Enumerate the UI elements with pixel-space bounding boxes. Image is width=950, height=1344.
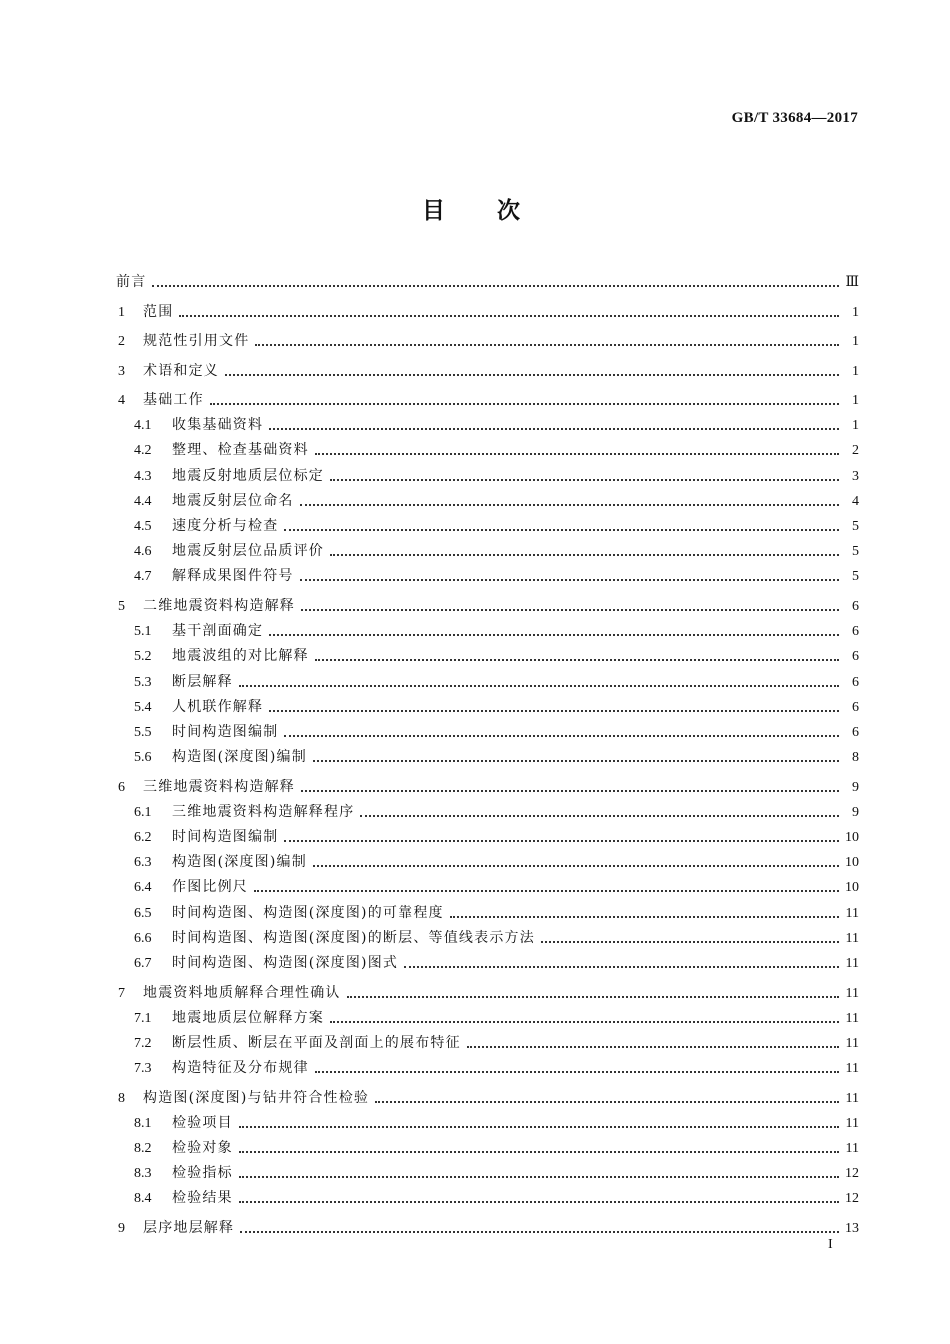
toc-entry[interactable]	[116, 1161, 859, 1186]
toc-entry-number: 4.1	[134, 418, 152, 434]
toc-dot-leader	[313, 644, 841, 669]
toc-entry[interactable]	[116, 1136, 859, 1161]
toc-entry[interactable]	[116, 270, 859, 295]
toc-entry-page: 1	[852, 363, 859, 379]
toc-entry-label: 构造图(深度图)编制	[172, 854, 307, 871]
toc-entry-label: 规范性引用文件	[143, 333, 250, 349]
toc-entry[interactable]	[116, 464, 859, 489]
toc-entry-label: 解释成果图件符号	[172, 568, 294, 585]
toc-entry-number: 7.1	[134, 1010, 152, 1026]
toc-entry-number: 8.2	[134, 1141, 152, 1156]
toc-entry-page: 11	[845, 985, 859, 1001]
toc-entry-label: 构造特征及分布规律	[172, 1060, 309, 1077]
toc-entry-label: 时间构造图、构造图(深度图)的可靠程度	[172, 904, 444, 921]
toc-entry-number: 4.3	[134, 468, 152, 484]
toc-entry-number: 4.2	[134, 443, 152, 459]
toc-entry-label: 三维地震资料构造解释	[143, 778, 295, 795]
toc-dot-leader	[313, 1056, 841, 1081]
toc-entry-number: 6.4	[134, 880, 152, 896]
toc-entry-number: 6.7	[134, 956, 152, 971]
toc-entry-page: 8	[852, 750, 859, 766]
toc-entry-label: 收集基础资料	[172, 417, 264, 434]
toc-entry[interactable]	[116, 1086, 859, 1111]
toc-dot-leader	[267, 695, 841, 720]
toc-entry-label: 断层性质、断层在平面及剖面上的展布特征	[172, 1034, 461, 1051]
toc-entry-page: 6	[852, 649, 859, 665]
toc-entry-label: 范围	[143, 303, 174, 320]
page-title: 目次	[422, 198, 572, 224]
toc-entry-label: 地震波组的对比解释	[172, 648, 309, 665]
toc-entry-label: 时间构造图编制	[172, 829, 279, 845]
toc-entry-number: 6.3	[134, 855, 152, 871]
toc-entry-number: 4.4	[134, 493, 152, 509]
toc-entry[interactable]	[116, 1216, 859, 1241]
toc-entry[interactable]	[116, 875, 859, 900]
toc-dot-leader	[237, 1136, 841, 1161]
toc-entry-number: 3	[118, 363, 125, 379]
toc-dot-leader	[237, 1111, 841, 1136]
toc-dot-leader	[237, 1161, 841, 1186]
toc-entry-page: 6	[852, 598, 859, 614]
toc-dot-leader	[345, 981, 841, 1006]
toc-entry-page: 5	[852, 569, 859, 585]
toc-entry[interactable]	[116, 720, 859, 745]
toc-entry-number: 5.6	[134, 750, 152, 766]
toc-entry-number: 4.5	[134, 519, 152, 534]
toc-dot-leader	[402, 951, 841, 976]
toc-dot-leader	[237, 1186, 841, 1211]
toc-entry-label: 地震资料地质解释合理性确认	[143, 984, 341, 1001]
toc-dot-leader	[253, 329, 841, 354]
toc-entry-page: 6	[852, 674, 859, 690]
toc-entry-label: 构造图(深度图)编制	[172, 749, 307, 766]
toc-entry-page: 10	[845, 830, 859, 845]
toc-dot-leader	[298, 564, 841, 589]
toc-entry-label: 地震反射地质层位标定	[172, 467, 324, 484]
toc-entry-number: 5.3	[134, 674, 152, 690]
toc-entry[interactable]	[116, 489, 859, 514]
toc-entry-number: 7	[118, 985, 125, 1001]
toc-entry[interactable]	[116, 644, 859, 669]
toc-entry-label: 基础工作	[143, 392, 204, 408]
toc-entry-label: 时间构造图、构造图(深度图)的断层、等值线表示方法	[172, 929, 535, 946]
toc-entry[interactable]	[116, 514, 859, 539]
toc-entry-page: 6	[852, 724, 859, 740]
toc-entry-label: 检验指标	[172, 1165, 233, 1182]
toc-dot-leader	[252, 875, 841, 900]
toc-dot-leader	[358, 800, 841, 825]
toc-entry[interactable]	[116, 1111, 859, 1136]
toc-entry-page: 11	[845, 1090, 859, 1106]
toc-entry-page: 5	[852, 519, 859, 534]
toc-entry[interactable]	[116, 775, 859, 800]
toc-dot-leader	[313, 438, 841, 463]
toc-entry-label: 层序地层解释	[143, 1219, 235, 1236]
toc-dot-leader	[267, 413, 841, 438]
toc-entry-label: 基干剖面确定	[172, 623, 264, 640]
toc-entry[interactable]	[116, 800, 859, 825]
toc-entry-label: 作图比例尺	[172, 879, 248, 896]
toc-entry-page: 11	[845, 1061, 859, 1077]
toc-entry[interactable]	[116, 438, 859, 463]
toc-entry-label: 检验对象	[172, 1140, 233, 1156]
toc-entry-page: 3	[852, 468, 859, 484]
toc-entry-page: 1	[852, 418, 859, 434]
toc-entry[interactable]	[116, 1186, 859, 1211]
toc-entry[interactable]	[116, 850, 859, 875]
toc-entry-number: 5	[118, 598, 125, 614]
toc-entry-page: 10	[845, 880, 859, 896]
toc-entry[interactable]	[116, 695, 859, 720]
toc-entry[interactable]	[116, 300, 859, 325]
toc-entry-label: 断层解释	[172, 673, 233, 690]
toc-entry[interactable]	[116, 329, 859, 354]
toc-entry-number: 8.1	[134, 1115, 152, 1131]
toc-dot-leader	[208, 388, 841, 413]
toc-dot-leader	[237, 670, 841, 695]
toc-entry[interactable]	[116, 951, 859, 976]
toc-entry[interactable]	[116, 564, 859, 589]
toc-entry-page: 1	[852, 304, 859, 320]
toc-entry[interactable]	[116, 594, 859, 619]
toc-entry-label: 检验结果	[172, 1190, 233, 1207]
toc-entry-label: 人机联作解释	[172, 698, 264, 715]
toc-dot-leader	[328, 1006, 841, 1031]
toc-entry-label: 地震地质层位解释方案	[172, 1009, 324, 1026]
toc-entry[interactable]	[116, 670, 859, 695]
toc-dot-leader	[373, 1086, 841, 1111]
toc-entry-label: 地震反射层位命名	[172, 492, 294, 509]
toc-entry-number: 8.3	[134, 1166, 152, 1182]
toc-entry-number: 4	[118, 393, 125, 408]
toc-entry-number: 8.4	[134, 1191, 152, 1207]
toc-entry-label: 时间构造图、构造图(深度图)图式	[172, 955, 399, 971]
toc-entry-number: 6.2	[134, 830, 152, 845]
toc-entry-page: 13	[845, 1220, 859, 1236]
toc-entry[interactable]	[116, 359, 859, 384]
toc-entry[interactable]	[116, 901, 859, 926]
toc-entry-number: 7.3	[134, 1061, 152, 1077]
toc-entry-label: 时间构造图编制	[172, 723, 279, 740]
toc-entry-number: 2	[118, 334, 125, 349]
page-number: I	[828, 1237, 833, 1252]
standard-code: GB/T 33684—2017	[731, 110, 858, 126]
toc-entry-page: 6	[852, 699, 859, 715]
toc-entry-number: 7.2	[134, 1035, 152, 1051]
toc-entry-page: 11	[845, 930, 859, 946]
toc-entry-label: 术语和定义	[143, 362, 219, 379]
toc-entry-page: 9	[852, 804, 859, 820]
toc-entry-page: 11	[845, 905, 859, 921]
toc-entry-label: 地震反射层位品质评价	[172, 543, 324, 560]
toc-dot-leader	[238, 1216, 841, 1241]
toc-entry-page: 5	[852, 544, 859, 560]
toc-entry-number: 9	[118, 1220, 125, 1236]
toc-dot-leader	[298, 489, 841, 514]
toc-dot-leader	[267, 619, 841, 644]
toc-dot-leader	[328, 464, 841, 489]
toc-entry-label: 整理、检查基础资料	[172, 442, 309, 459]
toc-dot-leader	[177, 300, 841, 325]
toc-entry-page: Ⅲ	[845, 275, 859, 290]
toc-entry-label: 前言	[116, 274, 147, 290]
toc-entry-page: 12	[845, 1191, 859, 1207]
toc-entry-number: 6	[118, 779, 125, 795]
toc-entry[interactable]	[116, 745, 859, 770]
toc-entry-page: 6	[852, 624, 859, 640]
toc-entry-label: 检验项目	[172, 1114, 233, 1131]
toc-entry[interactable]	[116, 619, 859, 644]
toc-entry-page: 11	[845, 1141, 859, 1156]
toc-entry-page: 4	[852, 493, 859, 509]
toc-entry[interactable]	[116, 1031, 859, 1056]
toc-dot-leader	[311, 850, 841, 875]
toc-entry[interactable]	[116, 388, 859, 413]
toc-entry-number: 6.6	[134, 930, 152, 946]
toc-entry-page: 9	[852, 779, 859, 795]
toc-entry-number: 4.7	[134, 569, 152, 585]
toc-entry-label: 二维地震资料构造解释	[143, 597, 295, 614]
toc-entry-number: 5.4	[134, 699, 152, 715]
toc-dot-leader	[299, 775, 841, 800]
toc-entry-number: 6.1	[134, 804, 152, 820]
toc-entry[interactable]	[116, 1056, 859, 1081]
toc-entry-label: 三维地震资料构造解释程序	[172, 803, 355, 820]
toc-dot-leader	[448, 901, 841, 926]
toc-entry-number: 8	[118, 1090, 125, 1106]
toc-dot-leader	[328, 539, 841, 564]
toc-entry-number: 4.6	[134, 544, 152, 560]
toc-entry-page: 10	[845, 855, 859, 871]
toc-entry-page: 11	[845, 956, 859, 971]
toc-entry[interactable]	[116, 825, 859, 850]
toc-entry-page: 1	[852, 334, 859, 349]
toc-entry-number: 5.1	[134, 624, 152, 640]
toc-entry-number: 5.2	[134, 649, 152, 665]
toc-entry[interactable]	[116, 1006, 859, 1031]
toc-entry-label: 构造图(深度图)与钻井符合性检验	[143, 1089, 370, 1106]
toc-entry-label: 速度分析与检查	[172, 518, 279, 534]
toc-dot-leader	[223, 359, 841, 384]
toc-dot-leader	[299, 594, 841, 619]
toc-entry[interactable]	[116, 981, 859, 1006]
toc-dot-leader	[150, 270, 841, 295]
toc-dot-leader	[282, 514, 841, 539]
toc-entry-page: 11	[845, 1010, 859, 1026]
toc-entry-page: 11	[845, 1115, 859, 1131]
toc-entry-page: 2	[852, 443, 859, 459]
toc-entry-page: 12	[845, 1166, 859, 1182]
toc-entry-page: 1	[852, 393, 859, 408]
toc-entry[interactable]	[116, 539, 859, 564]
toc-entry-number: 1	[118, 304, 125, 320]
toc-dot-leader	[282, 825, 841, 850]
toc-entry[interactable]	[116, 413, 859, 438]
toc-dot-leader	[311, 745, 841, 770]
toc-dot-leader	[465, 1031, 841, 1056]
toc-entry-number: 6.5	[134, 905, 152, 921]
toc-entry[interactable]	[116, 926, 859, 951]
toc-entry-number: 5.5	[134, 724, 152, 740]
toc-entry-page: 11	[845, 1035, 859, 1051]
toc-dot-leader	[282, 720, 841, 745]
toc-dot-leader	[539, 926, 841, 951]
